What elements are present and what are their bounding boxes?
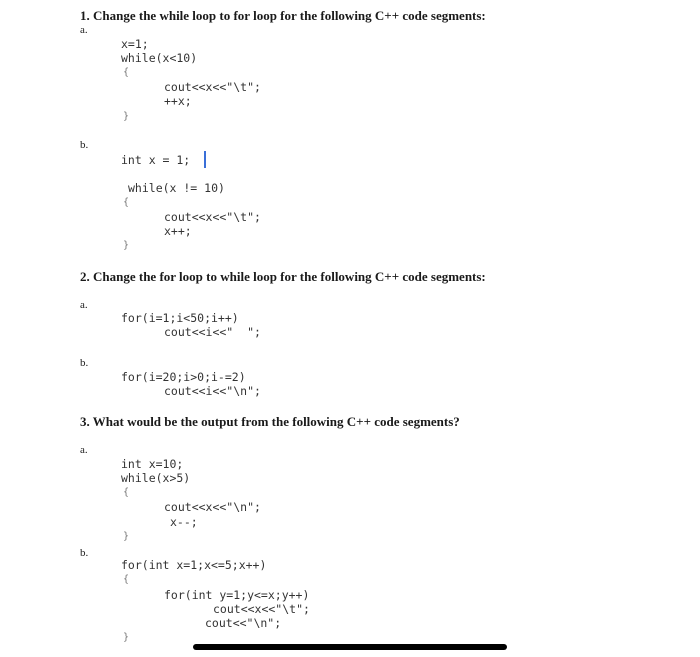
question-3-heading: 3. What would be the output from the following C++ code segments?	[80, 414, 460, 429]
q3a-code-line-1: int x=10;	[121, 457, 184, 471]
q1-part-b-label: b.	[80, 139, 89, 151]
q3a-code-line-5: x--;	[170, 515, 198, 529]
q3b-code-line-4: cout<<x<<"\t";	[213, 602, 310, 616]
q1b-code-line-1: int x = 1;	[121, 153, 191, 167]
q1a-code-line-1: x=1;	[121, 37, 149, 51]
q1b-code-line-5: x++;	[164, 224, 192, 238]
q2b-code-line-1: for(i=20;i>0;i-=2)	[121, 370, 246, 384]
q1a-code-line-5: ++x;	[164, 94, 192, 108]
q3b-open-brace: {	[123, 574, 130, 585]
question-2-heading: 2. Change the for loop to while loop for the following C++ code segments:	[80, 269, 486, 284]
q2-part-a-label: a.	[80, 299, 88, 311]
q3b-code-line-1: for(int x=1;x<=5;x++)	[121, 558, 267, 572]
q2-part-b-label: b.	[80, 357, 89, 369]
q1b-code-line-4: cout<<x<<"\t";	[164, 210, 261, 224]
question-1-heading: 1. Change the while loop to for loop for the following C++ code segments:	[80, 8, 486, 23]
q1b-close-brace: }	[123, 240, 130, 251]
q3-part-b-label: b.	[80, 547, 89, 559]
q3a-close-brace: }	[123, 531, 130, 542]
q2b-code-line-2: cout<<i<<"\n";	[164, 384, 261, 398]
q3b-code-line-5: cout<<"\n";	[205, 616, 282, 630]
q1a-close-brace: }	[123, 111, 130, 122]
q3a-open-brace: {	[123, 487, 130, 498]
q3a-code-line-4: cout<<x<<"\n";	[164, 500, 261, 514]
q1a-code-line-4: cout<<x<<"\t";	[164, 80, 261, 94]
q2a-code-line-2: cout<<i<<" ";	[164, 325, 261, 339]
q1a-open-brace: {	[123, 67, 130, 78]
q1a-code-line-2: while(x<10)	[121, 51, 198, 65]
q3b-code-line-3: for(int y=1;y<=x;y++)	[164, 588, 310, 602]
q2a-code-line-1: for(i=1;i<50;i++)	[121, 311, 239, 325]
text-cursor	[204, 151, 206, 168]
q1b-code-line-2: while(x != 10)	[128, 181, 225, 195]
q3-part-a-label: a.	[80, 444, 88, 456]
q1-part-a-label: a.	[80, 24, 88, 36]
horizontal-scrollbar[interactable]	[193, 644, 507, 650]
q1b-open-brace: {	[123, 197, 130, 208]
q3a-code-line-2: while(x>5)	[121, 471, 191, 485]
q3b-close-brace: }	[123, 632, 130, 643]
